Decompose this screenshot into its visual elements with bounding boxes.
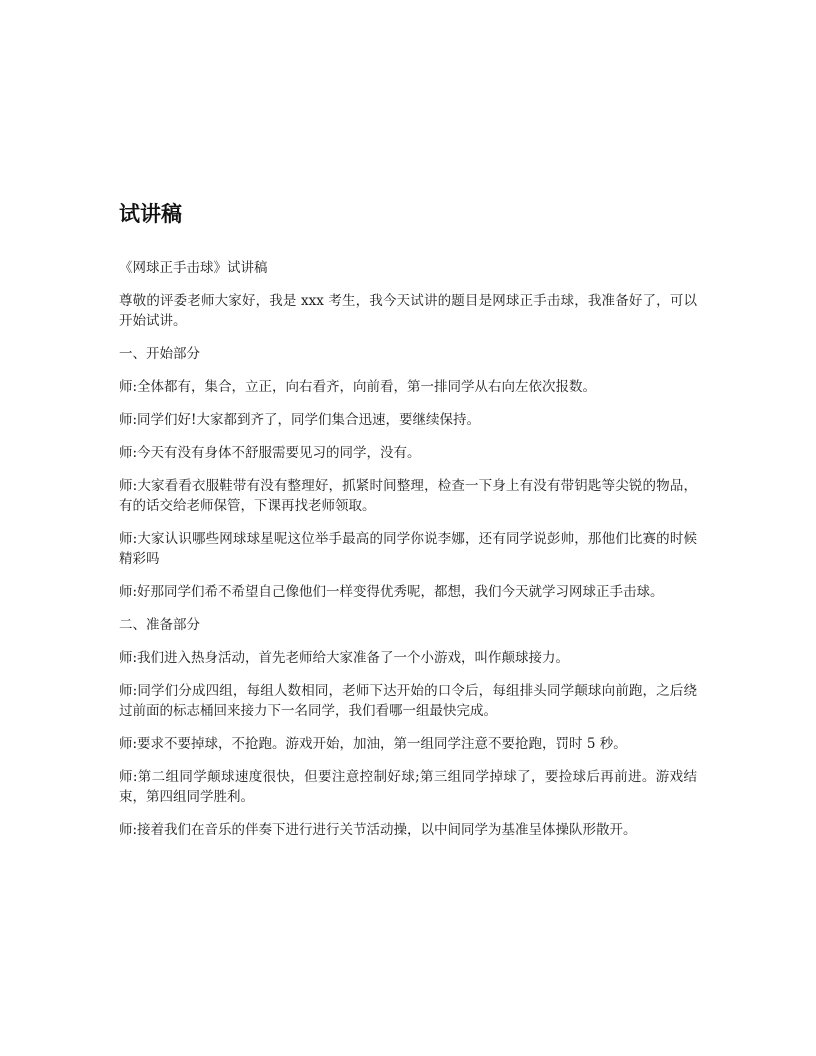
paragraph: 师:同学们分成四组，每组人数相同，老师下达开始的口令后，每组排头同学颠球向前跑，之后绕过前面的标志桶回来接力下一名同学，我们看哪一组最快完成。: [119, 683, 697, 719]
document-title: 试讲稿: [119, 202, 182, 226]
paragraph: 师:大家认识哪些网球球星呢这位举手最高的同学你说李娜，还有同学说彭帅，那他们比赛的时候精彩吗: [119, 531, 697, 567]
paragraph: 师:大家看看衣服鞋带有没有整理好，抓紧时间整理，检查一下身上有没有带钥匙等尖锐的物品，有的话交给老师保管，下课再找老师领取。: [119, 478, 697, 514]
paragraph: 师:全体都有，集合，立正，向右看齐，向前看，第一排同学从右向左依次报数。: [119, 379, 597, 395]
section-heading-start: 一、开始部分: [119, 346, 200, 362]
paragraph: 师:同学们好!大家都到齐了，同学们集合迅速，要继续保持。: [119, 412, 480, 428]
paragraph: 师:好那同学们希不希望自己像他们一样变得优秀呢，都想，我们今天就学习网球正手击球。: [119, 584, 664, 600]
paragraph: 师:我们进入热身活动，首先老师给大家准备了一个小游戏，叫作颠球接力。: [119, 650, 570, 666]
paragraph: 师:第二组同学颠球速度很快，但要注意控制好球;第三组同学掉球了，要捡球后再前进。游戏结束，第四组同学胜利。: [119, 769, 697, 805]
paragraph: 师:今天有没有身体不舒服需要见习的同学，没有。: [119, 445, 421, 461]
paragraph: 师:要求不要掉球，不抢跑。游戏开始，加油，第一组同学注意不要抢跑，罚时 5 秒。: [119, 736, 627, 752]
document-page: [119, 196, 697, 853]
section-heading-prepare: 二、准备部分: [119, 617, 200, 633]
paragraph: 师:接着我们在音乐的伴奏下进行进行关节活动操，以中间同学为基准呈体操队形散开。: [119, 822, 637, 838]
opening-greeting: 尊敬的评委老师大家好，我是 xxx 考生，我今天试讲的题目是网球正手击球，我准备好了，可以开始试讲。: [119, 293, 697, 329]
lesson-title: 《网球正手击球》试讲稿: [119, 260, 268, 276]
